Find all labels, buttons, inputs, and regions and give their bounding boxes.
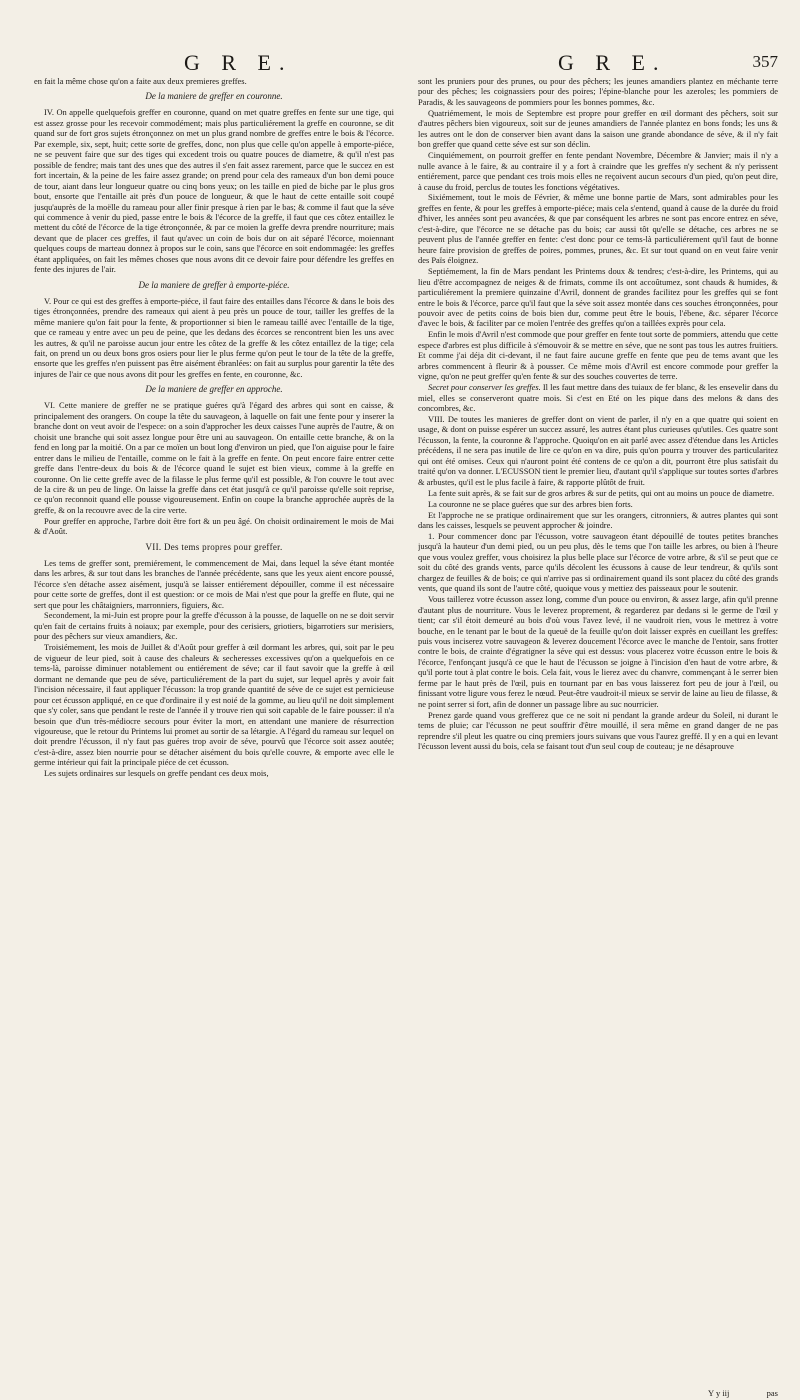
paragraph: VIII. De toutes les manieres de greffer dont on vient de parler, il n'y en a que quatre qui soient en usage, & dont on puisse espérer un succez assuré, les autres étant plus curieuses qu'utiles. Ces quatre sont l'écusson, la fente, la couronne & l'approche. Quoiqu'on en ait parlé avec assez d'étendue dans les Articles précédens, il ne sera pas inutile de lire ce qu'on en va dire, puis qu'on pourra y trouver des particularitez qui ont été omises. Ceux qui n'auront point été contens de ce qu'on a dit, pourront être plus satisfait du traité qu'on va donner. L'ECUSSON tient le premier lieu, d'autant qu'il s'applique sur toutes sortes d'arbres & arbustes, qu'il est le plus facile à faire, & rapporte plûtôt de fruit.: [418, 414, 778, 487]
page-number: 357: [752, 52, 778, 71]
paragraph: Et l'approche ne se pratique ordinairement que sur les orangers, citronniers, & autres plantes qui sont dans les caisses, lesquels se peuvent approcher & joindre.: [418, 509, 778, 531]
paragraph-lead: Secret pour conserver les greffes.: [428, 382, 541, 393]
paragraph: La couronne ne se place guéres que sur des arbres bien forts.: [428, 498, 633, 509]
running-title-right: G R E.: [558, 50, 667, 75]
paragraph: en fait la même chose qu'on a faite aux deux premieres greffes.: [34, 76, 247, 86]
running-title-left: G R E.: [184, 50, 293, 75]
paragraph: Troisiémement, les mois de Juillet & d'Août pour greffer à œil dormant les arbres, qui, soit par le peu de vigueur de leur pied, soit à cause des chaleurs & secheresses excessives qu'on a quelquefois en ce tems-là, paroisse diminuer notablement ou entiérement de séve; car il faut savoir que la greffe à œil dormant ne demande que peu de séve, particuliérement de la part du sujet, sur lequel après y avoir fait l'incision nécessaire, il faut appliquer l'écusson: la trop grande quantité de séve de ce sujet est pernicieuse pour cet écusson appliqué, en ce que d'ordinaire il y est noié de la gomme, au lieu qu'il ne doit simplement que s'y coler, sans que pendant le reste de l'année il y trouve rien qui soit capable de le faire pousser: il n'a besoin que d'un très-médiocre secours pour éviter la mort, en attendant une maniere de résurrection vigoureuse, que le retour du Printems lui promet au sortir de sa létargie. A l'égard du rameau sur lequel on doit prendre l'écusson, il n'y faut pas guéres trop avoir de séve, pourvû que l'écorce soit assez aoutée; c'est-à-dire, assez bien nourrie pour se détacher aisément du bois qu'elle couvre, & emporte avec elle le germe intérieur qui fait la principale piéce de cet écusson.: [34, 642, 394, 768]
paragraph: Cinquiémement, on pourroit greffer en fente pendant Novembre, Décembre & Janvier; mais il n'y a nulle avance à le faire, & au contraire il y a fort à craindre que les greffes n'y sechent & n'y perissent entiérement, parce que pendant ces trois mois elles ne reçoivent aucun secours d'un pied, qu'on peut dire, à cause du froid, perclus de toutes les fonctions végétatives.: [418, 150, 778, 192]
paragraph: 1. Pour commencer donc par l'écusson, votre sauvageon étant dépouillé de toutes petites branches jusqu'à la hauteur d'un demi pied, ou un peu plus, dès le tems que l'on taille les arbres, ou bien à l'heure que vous voulez greffer, vous choisirez la plus belle place sur l'écorce de votre arbre, & s'il se peut que ce soit du côté des grands vents, parce qu'ils décolent les écussons à cause de leur tendreur, & qu'ils sont chargez de feuilles & de bois; ce qui n'arrive pas si ordinairement quand ils sont placez du côté des grands vents, que quand ils sont de l'autre côté, quoique vous y mettiez des paisseaux pour le soutenir.: [418, 530, 778, 594]
paragraph: Prenez garde quand vous grefferez que ce ne soit ni pendant la grande ardeur du Soleil, ni durant le tems de pluie; car l'écusson ne peut souffrir d'être mouillé, il sera même en grand danger de ne pas reprendre s'il pleut les quatre ou cinq premiers jours suivans que vous l'aurez greffé. Il y en a qui en levant l'écusson levent aussi du bois, cela se faisant tout d'un seul coup de couteau; je ne désaprouve: [418, 709, 778, 752]
paragraph: Septiémement, la fin de Mars pendant les Printems doux & tendres; c'est-à-dire, les Printems, qui au lieu d'être accompagnez de neiges & de frimats, comme ils ont accoûtumez, sont chauds & humides, & particuliérement la premiere quinzaine d'Avril, donnent de grandes facilitez pour les greffes qui se font entre le bois & l'écorce, parce qu'il faut que la séve soit assez montée dans ces souches étronçonnées, pour pouvoir avec de petits coins de bois bien dur, comme peut être le bouis, l'ébene, &c. séparer l'écorce d'avec le bois, & faciliter par ce moïen l'entrée des greffes qu'on a taillées exprès pour cela.: [418, 266, 778, 329]
paragraph: La fente suit après, & se fait sur de gros arbres & sur de petits, qui ont au moins un pouce de diametre.: [428, 487, 775, 498]
text-columns: [34, 76, 778, 1370]
paragraph: VI. Cette maniere de greffer ne se pratique guéres qu'à l'égard des arbres qui sont en caisse, & principalement des orangers. On coupe la tête du sauvageon, à laquelle on fait une fente pour y inserer la branche dont on veut avoir de l'espece: on a soin d'approcher les deux caisses l'une auprès de l'autre, & on choisit une branche qui soit assez longue pour être uni au sauvageon. On entaille cette branche, & on la fend en long par la moitié. On a par ce moïen un bout long d'environ un pied, que l'on aiguise pour le faire entrer dans le milieu de l'entaille, comme on le fait à la greffe en fente. On peut encore faire entrer cette greffe dans l'entre-deux du bois & de l'écorce quand le sujet est bien vieux, comme à la greffe en couronne. On lie cette greffe avec de la filasse le plus ferme qu'il est possible, & l'on couvre le tout avec de la cire & un peu de linge. On laisse la greffe dans cet état jusqu'à ce qu'il paroisse qu'elle soit reprise, ce qu'on reconnoit quand elle pousse vigoureusement. Enfin on coupe la branche approchée auprès de la greffe, & on la recouvre avec de la cire verte.: [34, 400, 394, 515]
paragraph: Vous taillerez votre écusson assez long, comme d'un pouce ou environ, & assez large, afin qu'il prenne d'autant plus de nourriture. Vous le leverez proprement, & regarderez par dedans si le germe de l'œil y tient; car s'il étoit demeuré au bois d'où vous l'avez levé, il ne vaudroit rien, vous le mettrez à votre bouche, en le tenant par le bout de la queuë de la feuille qu'on doit laisser exprès en cueillant les greffes: puis vous inciserez votre sauvageon & leverez doucement l'écorce avec le manche de l'entoir, sans frotter contre le bois, de crainte d'égratigner la séve qui est dessus: vous placerez votre écusson entre le bois & l'écorce, l'enfonçant jusqu'à ce que le haut de l'écusson se joigne à l'incision d'en haut de votre arbre, & qu'il porte tout à plat contre le bois. Cela fait, vous le lierez avec du chanvre, commençant à le serrer bien ferme par le haut près de l'œil, puis en tournant par en bas vous laisserez fort peu de jour à l'œil, ou finissant votre ligure vous ferez le nœud. Peut-être vaudroit-il mieux se servir de laine au lieu de filasse, & ne point serrer si fort, afin de donner un passage libre au suc nourricier.: [418, 594, 778, 709]
section-heading: De la maniere de greffer en couronne.: [145, 91, 283, 102]
paragraph: Sixiémement, tout le mois de Février, & même une bonne partie de Mars, sont admirables pour les greffes en fente, & pour les greffes à emporte-piéce; mais cela s'entend, quand à cause de la durée du froid d'hiver, les années sont peu avancées, & que par conséquent les arbres ne sont pas encore entrez en séve, c'est-à-dire, que l'écorce ne se détache pas du bois; car aussi tôt qu'elle se détache, ces arbres ne se peuvent plus de l'année greffer en fente: c'est donc pour ce tems-là particuliérement qu'il faut de bonne heure faire provision de greffes de poires, pommes, prunes, &c. Et sur tout quand on en veut faire venir des Païs éloignez.: [418, 192, 778, 266]
section-heading: De la maniere de greffer en approche.: [145, 384, 283, 395]
paragraph: Secondement, la mi-Juin est propre pour la greffe d'écusson à la pousse, de laquelle on ne se doit servir qu'en fait de certains fruits à noiaux; par exemple, pour des cerisiers, griotiers, bigarrotiers sur merisiers, pour des pêchers sur vieux amandiers, &c.: [34, 610, 394, 642]
paragraph: Pour greffer en approche, l'arbre doit être fort & un peu âgé. On choisit ordinairement le mois de Mai & d'Août.: [34, 515, 394, 537]
paragraph: [418, 382, 778, 413]
paragraph: Les sujets ordinaires sur lesquels on greffe pendant ces deux mois,: [44, 768, 269, 779]
section-heading: VII. Des tems propres pour greffer.: [145, 541, 283, 552]
section-heading: De la maniere de greffer à emporte-piéce.: [138, 279, 290, 290]
paragraph: Enfin le mois d'Avril n'est commode que pour greffer en fente tout sorte de pommiers, attendu que cette espece d'arbres est plus difficile à s'émouvoir & se mettre en séve, que ne sont pas tous les autres fruitiers. Et comme j'ai déja dit ci-devant, il ne faut faire aucune greffe en fente que peu de tems avant que les arbres commencent à fleurir & à pousser. Ce même mois d'Avril est encore commode pour greffer la vigne, qu'on ne peut greffer qu'en fente & sur des souches couvertes de terre.: [418, 329, 778, 382]
left-column: [34, 76, 394, 1370]
signature-mark: Y y iij: [708, 1388, 730, 1398]
paragraph: IV. On appelle quelquefois greffer en couronne, quand on met quatre greffes en fente sur une tige, qui est assez grosse pour les recevoir commodément; mais plus particuliérement la greffe en couronne, se dit quand sur de fort gros sujets étronçonnez on met un plus grand nombre de greffes entre le bois & l'écorce. Par exemple, six, sept, huit; cette sorte de greffes, donc, non plus que celle qu'on appelle à emporte-piéce, ne se peuvent faire que sur des tiges qui excedent trois ou quatre pouces de diametre, & qu'il n'est pas possible de fendre; mais tant des unes que des autres il s'en fait assez rarement, parce que le succez en est fort incertain, & la peine de les faire assez grande; on prend pour cela des rameaux d'un bon demi pouce de tour, aiant dans leur longueur quatre ou cinq bons yeux; on les taille en pied de biche par le plus gros bout, ensorte que l'entaille ait près d'un pouce de longueur, & que le haut de cette entaille soit coupé jusqu'auprès de la moëlle du rameau pour aller finir presque à rien par le bas; & comme il faut que la séve qui commence à venir du pied, passe entre le bois & l'écorce de la greffe, il faut que ces côtez entaillez le mettent du côté de l'écorce de la tige étronçonnée, & par ce moien la greffe devra prendre nourriture; mais devant que de placer ces greffes, il faut qu'avec un coin de bois dur on ait séparé l'écorce, moiennant quelques coups de marteau donnez à propos sur le coin, sans que l'écorce en soit endommagée: les greffes étant appliquées, on fait les mêmes choses que nous avons dit ce devoir faire pour défendre les greffes en fente des injures de l'air.: [34, 107, 394, 275]
catchword: pas: [766, 1388, 778, 1398]
paragraph-body: Il les faut mettre dans des tuiaux de fer blanc, & les ensevelir dans du miel, elles se conserveront quatre mois. Si c'est en Eté on les pique dans des melons & dans des concombres, &c.: [418, 382, 778, 414]
right-column: [418, 76, 778, 1370]
paragraph: sont les pruniers pour des prunes, ou pour des pêchers; les jeunes amandiers plantez en méchante terre pour des pêches; les coignassiers pour des poires; l'épine-blanche pour les azeroles; les pommiers de Paradis, & les sauvageons de pommiers pour les bonnes pommes, &c.: [418, 76, 778, 107]
paragraph: Les tems de greffer sont, premiérement, le commencement de Mai, dans lequel la séve étant montée dans les arbres, & sur tout dans les branches de l'année précédente, sans que les yeux aient encore poussé, l'écorce s'en détache assez aisément, jusqu'à se laisser entiérement dépouiller, comme il est nécessaire pour cette sorte de greffes, dont il est question: or ce mois de Mai n'est que pour la greffe en flute, qui ne sert que pour les châtaigniers, marronniers, figuiers, &c.: [34, 557, 394, 610]
paragraph: V. Pour ce qui est des greffes à emporte-piéce, il faut faire des entailles dans l'écorce & dans le bois des tiges étronçonnées, prendre des rameaux qui aient à peu près un pouce de tour, tailler les greffes de la même maniere qu'on fait pour la fente, & proportionner si bien le rameau taillé avec l'entaille de la tige, que ce rameau y entre avec un peu de peine, que les dedans des écorces se rencontrent bien les uns avec les autres, & qu'il ne paroisse aucun jour entre les côtez de la greffe & les côtez entaillez de la tige; cela fait, on prend un ou deux bons gros osiers pour lier le plus ferme qu'on peut le tour de la tête de la greffe, ensorte que les greffes n'en puissent pas être aisément ébranlées: on fait au surplus pour garentir la tête des injures de l'air ce que nous avons dit pour les greffes en fente, en couronne, &c.: [34, 295, 394, 379]
paragraph: Quatriémement, le mois de Septembre est propre pour greffer en œil dormant des pêchers, soit sur d'autres pêchers bien vigoureux, soit sur de jeunes amandiers de l'année plantez en bons fonds; les uns & les autres ont le don de conserver bien avant dans la saison une grande abondance de séve, & il n'y fait bon greffer que quand cette séve est sur son déclin.: [418, 107, 778, 150]
